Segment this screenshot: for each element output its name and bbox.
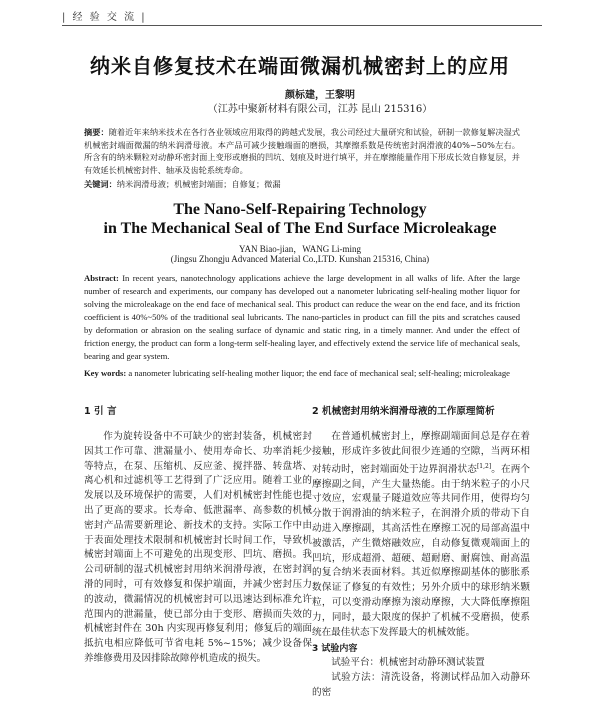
section-1-paragraph: 作为旋转设备中不可缺少的密封装备，机械密封因其工作可靠、泄漏量小、使用寿命长、功率消耗少等特点，在泵、压缩机、反应釜、搅拌器、转盘塔、离心机和过滤机等工艺得到了广泛应用。随着工业的发展以及环境保护的需要，人们对机械密封性能也提出了更高的要求。长寿命、低泄漏率、高参数的机械密封产品需要新理论、新技术的支持。实际工作中由于表面处理技术限制和机械密封长时间工作，导致机械密封端面上不可避免的出现变形、凹坑、磨损。我公司研制的湿式机械密封用纳米润滑母液，在密封润滑的同时，可有效修复和保护端面，并减少密封压力的波动，微漏情况的机械密封可以迅速达到标准允许范围内的泄漏量，使已部分由于变形、磨损而失效的机械密封件在 30h 内实现再修复利用；修复后的端面抵抗电相应降低可节省电耗 5%~15%；减少设备保养维修费用及因排除故障停机造成的损失。 (84, 431, 312, 664)
abstract-en-text: In recent years, nanotechnology applications achieve the large development in all walks of life. After the large number of research and experiments, our company has developed out a nanometer lubricating self-healing mother liquor for solving the microleakage on the end face of mechanical seal. This product can reduce the wear on the end face, and its friction coefficient is 40%~50% of the traditional seal lubricants. The nano-particles in product can fill the pits and scratches caused by deformation or abrasion on the sealing surface of dynamic and static ring, in a timely manner. And under the effect of friction energy, the product can form a long-term self-healing layer, and effectively extend the service life of mechanical seals, bearing and gear system. (84, 273, 520, 361)
section-2-text-b: 。在两个摩擦副之间，产生大量热能。由于纳米粒子的小尺寸效应，宏观量子隧道效应等共同作用，使得均匀分散于润滑油的纳米粒子，在润滑介质的带动下自动进入摩擦副，其高活性在摩擦工况的局部高温中被激活，产生微熔融效应，自动修复微观端面上的凹坑，形成超滑、超硬、超耐磨、耐腐蚀、耐高温的复合纳米表面材料。其近似摩擦副基体的膨胀系数保证了修复的有效性；另外介质中的球形纳米颗粒，可以变滑动摩擦为滚动摩擦，大大降低摩擦阻力，同时，最大限度的保护了机械不受磨损，使系统在最佳状态下发挥最大的机械效能。 (312, 463, 530, 638)
section-1-heading: 1 引 言 (84, 406, 117, 417)
paper-title-en-line1: The Nano-Self-Repairing Technology (173, 201, 427, 218)
body-column-right (312, 406, 530, 701)
affiliation-cn: （江苏中聚新材料有限公司，江苏 昆山 215316） (207, 104, 433, 115)
section-2-text-a: 在普通机械密封上，摩擦副端面间总是存在着接触，形成许多彼此间很少连通的空隙，当两环相对转动时，密封端面处于边界润滑状态 (312, 431, 530, 475)
keywords-cn-label: 关键词： (84, 179, 117, 189)
section-tag: | 经 验 交 流 | (62, 8, 542, 26)
paper-title-en-line2: in The Mechanical Seal of The End Surface Microleakage (103, 220, 497, 237)
keywords-cn-text: 纳米润滑母液；机械密封端面；自修复；微漏 (116, 179, 281, 189)
section-3-line-1: 试验平台：机械密封动静环测试装置 (331, 657, 485, 669)
abstract-en-label: Abstract: (84, 273, 119, 283)
citation: [1,2] (476, 462, 492, 470)
section-2-paragraph (312, 430, 530, 640)
section-2-heading: 2 机械密封用纳米润滑母液的工作原理简析 (312, 406, 495, 417)
authors-cn: 颜标建，王黎明 (285, 90, 355, 101)
abstract-en (84, 272, 520, 363)
section-3-line-2: 试验方法：清洗设备，将测试样品加入动静环的密 (312, 672, 530, 698)
keywords-en (84, 367, 520, 379)
paper-title-en (0, 200, 600, 238)
section-3-heading: 3 试验内容 (312, 644, 358, 655)
abstract-cn (84, 126, 520, 176)
keywords-en-label: Key words: (84, 368, 127, 378)
paper-title-cn: 纳米自修复技术在端面微漏机械密封上的应用 (90, 54, 510, 78)
authors-en: YAN Biao-jian，WANG Li-ming (239, 244, 361, 254)
affiliation-en: (Jingsu Zhongju Advanced Material Co.,LTD. Kunshan 215316, China) (170, 254, 430, 264)
keywords-en-text: a nanometer lubricating self-healing mother liquor; the end face of mechanical seal; self-healing; microleakage (126, 368, 510, 378)
abstract-cn-text: 随着近年来纳米技术在各行各业领域应用取得的跨越式发展，我公司经过大量研究和试验，研制一款修复解决湿式机械密封端面微漏的纳米润滑母液。本产品可减少接触端面的磨损，其摩擦系数是传统密封润滑液的40%~50%左右。所含有的纳米颗粒对动静环密封面上变形或磨损的凹坑、划痕及时进行填平，并在摩擦能量作用下形成长效自修复层，并有效延长机械密封件、轴承及齿轮系统寿命。 (84, 127, 520, 175)
body-column-left (84, 406, 312, 667)
abstract-cn-label: 摘要： (84, 127, 109, 137)
keywords-cn (84, 178, 520, 190)
